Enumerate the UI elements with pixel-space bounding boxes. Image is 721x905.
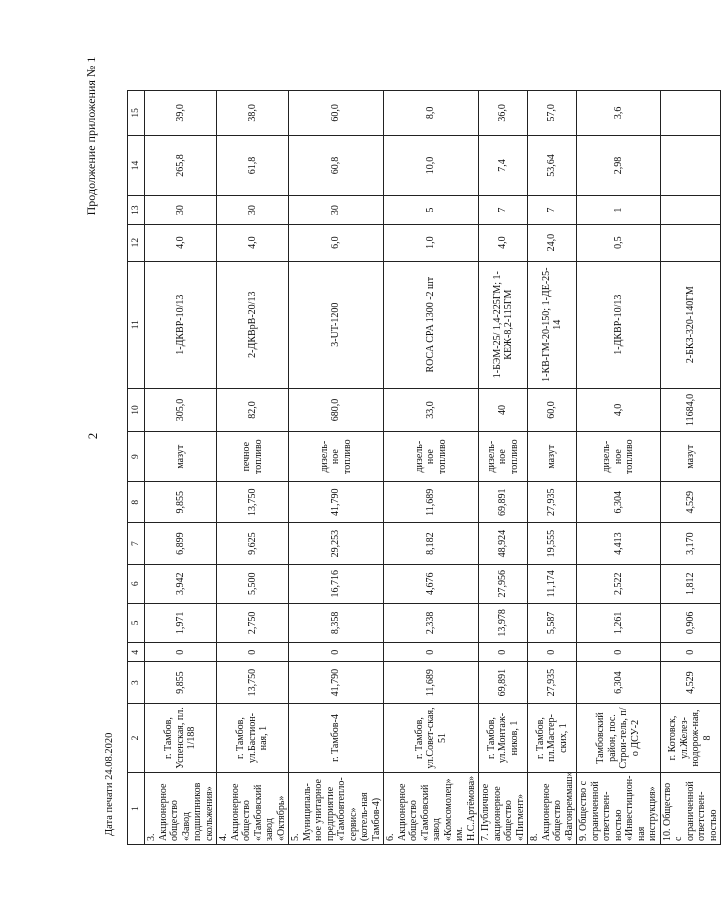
table-cell: 680,0 bbox=[289, 388, 384, 431]
table-cell: 24,0 bbox=[528, 224, 577, 261]
table-cell: мазут bbox=[528, 432, 577, 482]
table-cell: 57,0 bbox=[528, 91, 577, 136]
table-row bbox=[289, 91, 384, 845]
table-cell: ROCA CPA 1300 -2 шт bbox=[384, 261, 479, 388]
rotated-table-container bbox=[127, 90, 719, 845]
table-cell: 1,971 bbox=[145, 603, 217, 642]
table-cell: 30 bbox=[289, 196, 384, 224]
table-cell: 9. Общество с ограниченной ответствен-ностью «Инвестицион-ная инструкция» bbox=[577, 773, 661, 845]
table-cell: дизель-ное топливо bbox=[289, 432, 384, 482]
table-cell: 8,182 bbox=[384, 523, 479, 564]
header-right: Продолжение приложения № 1 bbox=[84, 56, 98, 216]
table-cell: 9,855 bbox=[145, 662, 217, 703]
table-cell: 30 bbox=[217, 196, 289, 224]
table-row bbox=[577, 91, 661, 845]
table-cell: 3-UT-1200 bbox=[289, 261, 384, 388]
table-cell: г. Тамбов-4 bbox=[289, 703, 384, 773]
column-header-4: 4 bbox=[128, 642, 145, 662]
table-cell: 19,555 bbox=[528, 523, 577, 564]
table-cell: 39,0 bbox=[145, 91, 217, 136]
table-cell: г. Тамбов, ул.Монтаж-ников, 1 bbox=[479, 703, 528, 773]
table-cell: 1 bbox=[577, 196, 661, 224]
table-cell: 69,891 bbox=[479, 662, 528, 703]
table-cell: 5,587 bbox=[528, 603, 577, 642]
table-cell: 1-ДКВР-10/13 bbox=[577, 261, 661, 388]
table-cell: 53,64 bbox=[528, 135, 577, 196]
column-header-10: 10 bbox=[128, 388, 145, 431]
table-cell: 48,924 bbox=[479, 523, 528, 564]
table-cell: 265,8 bbox=[145, 135, 217, 196]
table-cell: 4,0 bbox=[479, 224, 528, 261]
table-cell: 10. Общество с ограниченной ответствен-ностью bbox=[660, 773, 721, 845]
table-cell: 33,0 bbox=[384, 388, 479, 431]
table-cell: 60,0 bbox=[289, 91, 384, 136]
table-cell bbox=[660, 224, 721, 261]
table-cell: 2,522 bbox=[577, 564, 661, 603]
table-cell bbox=[660, 196, 721, 224]
table-cell: 3,170 bbox=[660, 523, 721, 564]
table-cell: 1-ДКВР-10/13 bbox=[145, 261, 217, 388]
table-row bbox=[384, 91, 479, 845]
table-cell: 8,0 bbox=[384, 91, 479, 136]
table-cell: г. Тамбов, Успенская, пл. 1/188 bbox=[145, 703, 217, 773]
table-cell: 36,0 bbox=[479, 91, 528, 136]
column-header-5: 5 bbox=[128, 603, 145, 642]
table-cell: 27,956 bbox=[479, 564, 528, 603]
table-cell: 11,174 bbox=[528, 564, 577, 603]
table-cell: дизель-ное топливо bbox=[577, 432, 661, 482]
table-cell: 2,750 bbox=[217, 603, 289, 642]
table-cell: 29,253 bbox=[289, 523, 384, 564]
table-cell: 7 bbox=[528, 196, 577, 224]
table-cell: 8,358 bbox=[289, 603, 384, 642]
table-cell: 27,935 bbox=[528, 662, 577, 703]
table-cell: 13,750 bbox=[217, 662, 289, 703]
table-cell: 9,625 bbox=[217, 523, 289, 564]
table-cell: мазут bbox=[660, 432, 721, 482]
table-cell: г. Тамбов, ул.Бастион-ная, 1 bbox=[217, 703, 289, 773]
table-cell: 41,790 bbox=[289, 482, 384, 523]
table-cell: 82,0 bbox=[217, 388, 289, 431]
table-cell: 0 bbox=[528, 642, 577, 662]
table-cell: 60,8 bbox=[289, 135, 384, 196]
table-cell: 27,935 bbox=[528, 482, 577, 523]
table-cell: 0 bbox=[145, 642, 217, 662]
table-cell: 1-КВ-ГМ-20-150; 1-ДЕ-25-14 bbox=[528, 261, 577, 388]
table-cell: 13,750 bbox=[217, 482, 289, 523]
table-cell: 4,529 bbox=[660, 482, 721, 523]
column-header-1: 1 bbox=[128, 773, 145, 845]
table-cell: 4,0 bbox=[145, 224, 217, 261]
table-row bbox=[660, 91, 721, 845]
table-cell: 7 bbox=[479, 196, 528, 224]
table-cell: 5. Муниципаль-ное унитарное предприятие «Тамбовтепло-сервис» (котель-ная Тамбов-4) bbox=[289, 773, 384, 845]
column-header-15: 15 bbox=[128, 91, 145, 136]
table-cell: 3. Акционерное общество «Завод подшипников скольжения» bbox=[145, 773, 217, 845]
table-cell bbox=[660, 135, 721, 196]
table-cell: 0 bbox=[660, 642, 721, 662]
table-cell: 9,855 bbox=[145, 482, 217, 523]
table-cell: 2-БКЗ-320-140ГМ bbox=[660, 261, 721, 388]
table-cell: 305,0 bbox=[145, 388, 217, 431]
table-cell: 7,4 bbox=[479, 135, 528, 196]
table-cell: 6,899 bbox=[145, 523, 217, 564]
table-cell: 11684,0 bbox=[660, 388, 721, 431]
print-date: Дата печати 24.08.2020 bbox=[104, 732, 115, 836]
table-cell: 0 bbox=[479, 642, 528, 662]
table-cell: 5 bbox=[384, 196, 479, 224]
table-cell: 1,0 bbox=[384, 224, 479, 261]
table-row bbox=[145, 91, 217, 845]
table-cell: 6,304 bbox=[577, 482, 661, 523]
table-cell: 7. Публичное акционерное общество «Пигмент» bbox=[479, 773, 528, 845]
table-cell: 3,942 bbox=[145, 564, 217, 603]
table-cell: дизель-ное топливо bbox=[479, 432, 528, 482]
table-cell: 4,0 bbox=[577, 388, 661, 431]
table-cell: 11,689 bbox=[384, 482, 479, 523]
table-cell: 2,338 bbox=[384, 603, 479, 642]
column-header-12: 12 bbox=[128, 224, 145, 261]
column-header-9: 9 bbox=[128, 432, 145, 482]
table-cell: 11,689 bbox=[384, 662, 479, 703]
table-cell: дизель-ное топливо bbox=[384, 432, 479, 482]
table-cell: 0 bbox=[289, 642, 384, 662]
table-cell: 41,790 bbox=[289, 662, 384, 703]
table-cell: 61,8 bbox=[217, 135, 289, 196]
table-cell: 0,906 bbox=[660, 603, 721, 642]
column-number-row bbox=[128, 91, 145, 845]
table-cell: 0 bbox=[384, 642, 479, 662]
table-row bbox=[479, 91, 528, 845]
table-cell: 38,0 bbox=[217, 91, 289, 136]
column-header-7: 7 bbox=[128, 523, 145, 564]
page-number: 2 bbox=[85, 432, 100, 440]
column-header-13: 13 bbox=[128, 196, 145, 224]
table-cell: 3,6 bbox=[577, 91, 661, 136]
table-cell: г. Тамбов, пл.Мастер-ских, 1 bbox=[528, 703, 577, 773]
table-cell: 6. Акционерное общество «Тамбовский завод «Комсомолец» им. Н.С.Артёмова» bbox=[384, 773, 479, 845]
table-cell: 6,304 bbox=[577, 662, 661, 703]
table-cell: мазут bbox=[145, 432, 217, 482]
table-row bbox=[528, 91, 577, 845]
column-header-3: 3 bbox=[128, 662, 145, 703]
column-header-11: 11 bbox=[128, 261, 145, 388]
table-cell: 2,98 bbox=[577, 135, 661, 196]
table-row bbox=[217, 91, 289, 845]
table-cell: 13,978 bbox=[479, 603, 528, 642]
table-cell: 4. Акционерное общество «Тамбовский завод «Октябрь» bbox=[217, 773, 289, 845]
table-cell: 4,0 bbox=[217, 224, 289, 261]
table-cell bbox=[660, 91, 721, 136]
table-cell: 1,261 bbox=[577, 603, 661, 642]
table-cell: 2-ДКВрВ-20/13 bbox=[217, 261, 289, 388]
table-cell: 10,0 bbox=[384, 135, 479, 196]
table-cell: 30 bbox=[145, 196, 217, 224]
table-cell: 8. Акционерное общество «Вагонреммаш» bbox=[528, 773, 577, 845]
table-cell: 16,716 bbox=[289, 564, 384, 603]
table-cell: 5,500 bbox=[217, 564, 289, 603]
table-cell: печное топливо bbox=[217, 432, 289, 482]
column-header-8: 8 bbox=[128, 482, 145, 523]
table-cell: 4,529 bbox=[660, 662, 721, 703]
table-cell: 1-БЭМ-25/ 1,4-225ГМ; 1-КЕЖ-8,2-115ГМ bbox=[479, 261, 528, 388]
column-header-2: 2 bbox=[128, 703, 145, 773]
table-cell: 60,0 bbox=[528, 388, 577, 431]
table-cell: 6,0 bbox=[289, 224, 384, 261]
table-cell: 4,413 bbox=[577, 523, 661, 564]
table-cell: 0,5 bbox=[577, 224, 661, 261]
table-cell: 0 bbox=[577, 642, 661, 662]
table-cell: г. Тамбов, ул.Совет-ская, 51 bbox=[384, 703, 479, 773]
table-cell: 69,891 bbox=[479, 482, 528, 523]
table-cell: 40 bbox=[479, 388, 528, 431]
table-cell: 1,812 bbox=[660, 564, 721, 603]
table-body bbox=[145, 91, 721, 845]
table-cell: Тамбовский район, пос. Строи-тель, п/о ДСУ-2 bbox=[577, 703, 661, 773]
column-header-6: 6 bbox=[128, 564, 145, 603]
boiler-data-table bbox=[127, 90, 721, 845]
table-cell: 4,676 bbox=[384, 564, 479, 603]
table-cell: 0 bbox=[217, 642, 289, 662]
table-cell: г. Котовск, ул.Желез-нодорож-ная, 8 bbox=[660, 703, 721, 773]
column-header-14: 14 bbox=[128, 135, 145, 196]
